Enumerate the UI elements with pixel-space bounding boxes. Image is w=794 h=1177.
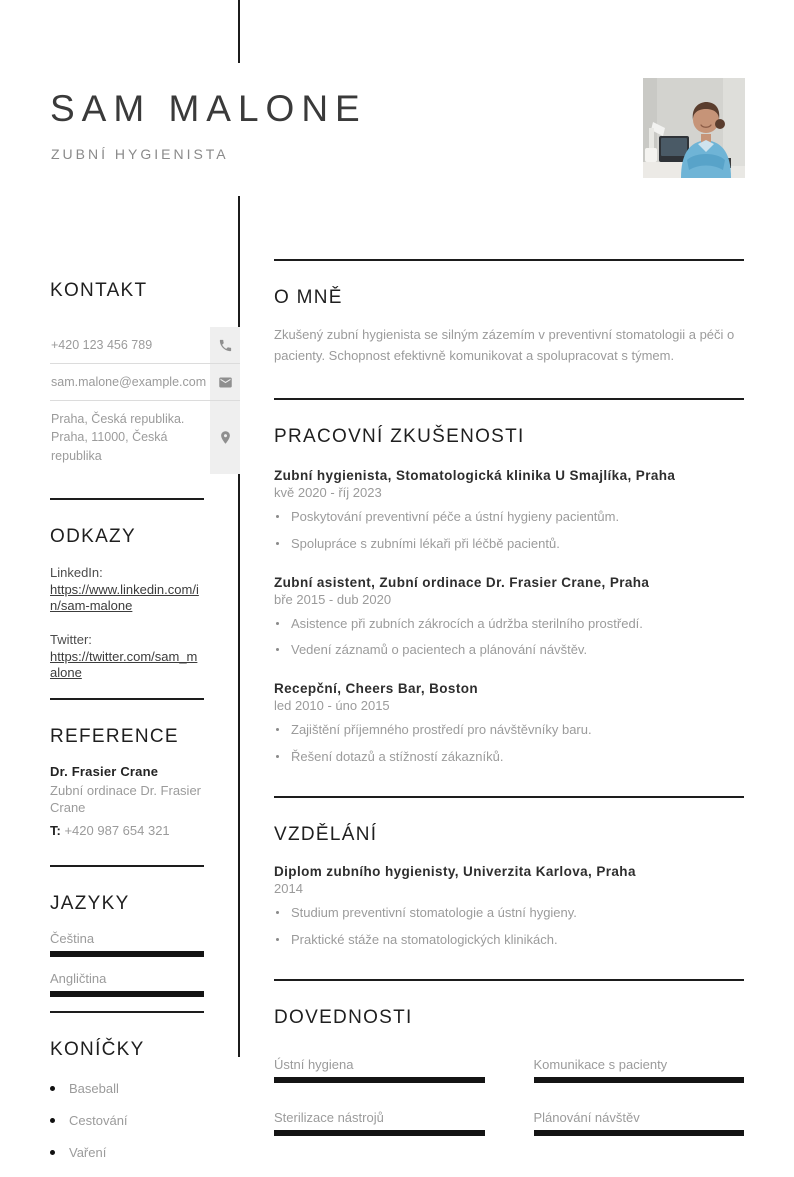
education-section-rule [274, 796, 744, 798]
job-bullet [274, 641, 744, 660]
hobby-label: Vaření [69, 1144, 107, 1160]
skill-item [534, 1110, 745, 1136]
job-bullet [274, 535, 744, 554]
person-job-title: ZUBNÍ HYGIENISTA [51, 146, 229, 162]
hobby-label: Cestování [69, 1112, 128, 1128]
skills-grid [274, 1057, 744, 1150]
contact-heading: KONTAKT [50, 280, 148, 301]
job-bullet [274, 748, 744, 767]
education-entry [274, 864, 744, 950]
job-period: led 2010 - úno 2015 [274, 698, 390, 714]
contact-address-line1: Praha, Česká republika. [51, 412, 185, 427]
skills-section-rule [274, 979, 744, 981]
bullet-dot-icon [50, 1150, 55, 1155]
language-item [50, 931, 204, 957]
skill-name: Sterilizace nástrojů [274, 1109, 384, 1125]
education-heading: VZDĚLÁNÍ [274, 823, 378, 845]
links-section-rule [50, 498, 204, 500]
language-name: Angličtina [50, 970, 107, 986]
reference-heading: REFERENCE [50, 725, 179, 747]
skill-level-bar [274, 1130, 485, 1136]
bullet-dot-icon [276, 622, 279, 625]
language-name: Čeština [50, 930, 95, 946]
hobby-item [50, 1145, 204, 1160]
language-level-bar [50, 991, 204, 997]
education-list [274, 864, 744, 979]
links-heading: ODKAZY [50, 525, 136, 547]
profile-photo [643, 78, 745, 178]
skill-item [274, 1057, 485, 1083]
language-item [50, 971, 204, 997]
hobby-label: Baseball [69, 1080, 119, 1096]
bullet-dot-icon [276, 911, 279, 914]
education-bullet-text: Praktické stáže na stomatologických klinikách. [291, 931, 558, 947]
twitter-link[interactable]: https://twitter.com/sam_malone [50, 649, 198, 681]
bullet-dot-icon [50, 1086, 55, 1091]
hobby-list [50, 1081, 204, 1160]
contact-address-line2: Praha, 11000, Česká republika [51, 430, 168, 463]
bullet-dot-icon [50, 1118, 55, 1123]
contact-rows [50, 327, 240, 474]
top-divider-line [238, 0, 240, 63]
skill-level-bar [534, 1077, 745, 1083]
education-bullet [274, 931, 744, 950]
contact-address-row [50, 401, 240, 473]
skill-item [274, 1110, 485, 1136]
education-title: Diplom zubního hygienisty, Univerzita Karlova, Praha [274, 863, 636, 879]
bullet-dot-icon [276, 728, 279, 731]
contact-address-value [50, 401, 210, 473]
job-entry [274, 575, 744, 661]
reference-section-rule [50, 698, 204, 700]
sidebar [50, 280, 207, 1177]
education-period: 2014 [274, 880, 303, 896]
language-level-bar [50, 951, 204, 957]
job-bullet [274, 508, 744, 527]
experience-section [274, 398, 744, 796]
hobbies-section-rule [50, 1011, 204, 1013]
skill-name: Komunikace s pacienty [533, 1056, 668, 1072]
experience-section-rule [274, 398, 744, 400]
job-bullet [274, 615, 744, 634]
job-title: Zubní asistent, Zubní ordinace Dr. Frasier Crane, Praha [274, 574, 650, 590]
skill-item [534, 1057, 745, 1083]
job-period: kvě 2020 - říj 2023 [274, 484, 382, 500]
bullet-dot-icon [276, 648, 279, 651]
profile-photo-illustration [643, 78, 745, 178]
skills-heading: DOVEDNOSTI [274, 1006, 413, 1028]
job-bullet [274, 721, 744, 740]
bullet-dot-icon [276, 938, 279, 941]
reference-name: Dr. Frasier Crane [50, 763, 159, 779]
reference-organization: Zubní ordinace Dr. Frasier Crane [50, 782, 202, 816]
column-divider-line [238, 196, 240, 1057]
job-bullet-text: Zajištění příjemného prostředí pro návštěvníky baru. [291, 722, 592, 738]
hobbies-heading: KONÍČKY [50, 1038, 145, 1060]
reference-phone-label: T: [50, 822, 61, 838]
contact-email-value: sam.malone@example.com [51, 375, 207, 390]
contact-email-row [50, 364, 240, 401]
linkedin-link[interactable]: https://www.linkedin.com/in/sam-malone [50, 582, 199, 614]
job-bullet-text: Řešení dotazů a stížností zákazníků. [291, 749, 504, 765]
job-bullet-text: Spolupráce s zubními lékaři při léčbě pacientů. [291, 535, 560, 551]
main-column [274, 259, 744, 1150]
contact-phone-value: +420 123 456 789 [51, 338, 153, 352]
languages-heading: JAZYKY [50, 892, 130, 914]
education-bullet [274, 904, 744, 923]
skill-level-bar [534, 1130, 745, 1136]
hobby-item [50, 1081, 204, 1096]
skill-name: Ústní hygiena [274, 1056, 354, 1072]
linkedin-label: LinkedIn: [50, 564, 103, 580]
experience-heading: PRACOVNÍ ZKUŠENOSTI [274, 425, 525, 447]
about-section-rule [274, 259, 744, 261]
job-bullet-text: Poskytování preventivní péče a ústní hygieny pacientům. [291, 508, 620, 524]
skill-name: Plánování návštěv [533, 1109, 640, 1125]
bullet-dot-icon [276, 542, 279, 545]
job-entry [274, 681, 744, 767]
job-bullet-text: Vedení záznamů o pacientech a plánování návštěv. [291, 642, 588, 658]
reference-phone-value: +420 987 654 321 [64, 822, 170, 838]
contact-phone-row [50, 327, 240, 364]
job-title: Recepční, Cheers Bar, Boston [274, 681, 479, 697]
job-list [274, 468, 744, 796]
about-section [274, 259, 744, 398]
bullet-dot-icon [276, 755, 279, 758]
mail-icon [210, 364, 240, 400]
languages-section-rule [50, 865, 204, 867]
person-name: SAM MALONE [50, 88, 367, 129]
about-text: Zkušený zubní hygienista se silným zázemím v preventivní stomatologii a péči o pacienty. Schopnost efektivně komunikovat a spolupracovat s týmem. [274, 327, 735, 364]
education-section [274, 796, 744, 979]
job-title: Zubní hygienista, Stomatologická klinika U Smajlíka, Praha [274, 467, 676, 483]
job-bullet-text: Asistence při zubních zákrocích a údržba sterilního prostředí. [291, 615, 643, 631]
hobby-item [50, 1113, 204, 1128]
link-item-linkedin [50, 564, 204, 615]
link-item-twitter [50, 631, 204, 682]
location-pin-icon [210, 401, 240, 473]
twitter-label: Twitter: [50, 631, 92, 647]
job-period: bře 2015 - dub 2020 [274, 591, 392, 607]
skill-level-bar [274, 1077, 485, 1083]
reference-phone [50, 823, 204, 838]
skills-section [274, 979, 744, 1150]
about-heading: O MNĚ [274, 287, 343, 308]
job-entry [274, 468, 744, 554]
education-bullet-text: Studium preventivní stomatologie a ústní hygieny. [291, 904, 577, 920]
bullet-dot-icon [276, 515, 279, 518]
phone-icon [210, 327, 240, 363]
